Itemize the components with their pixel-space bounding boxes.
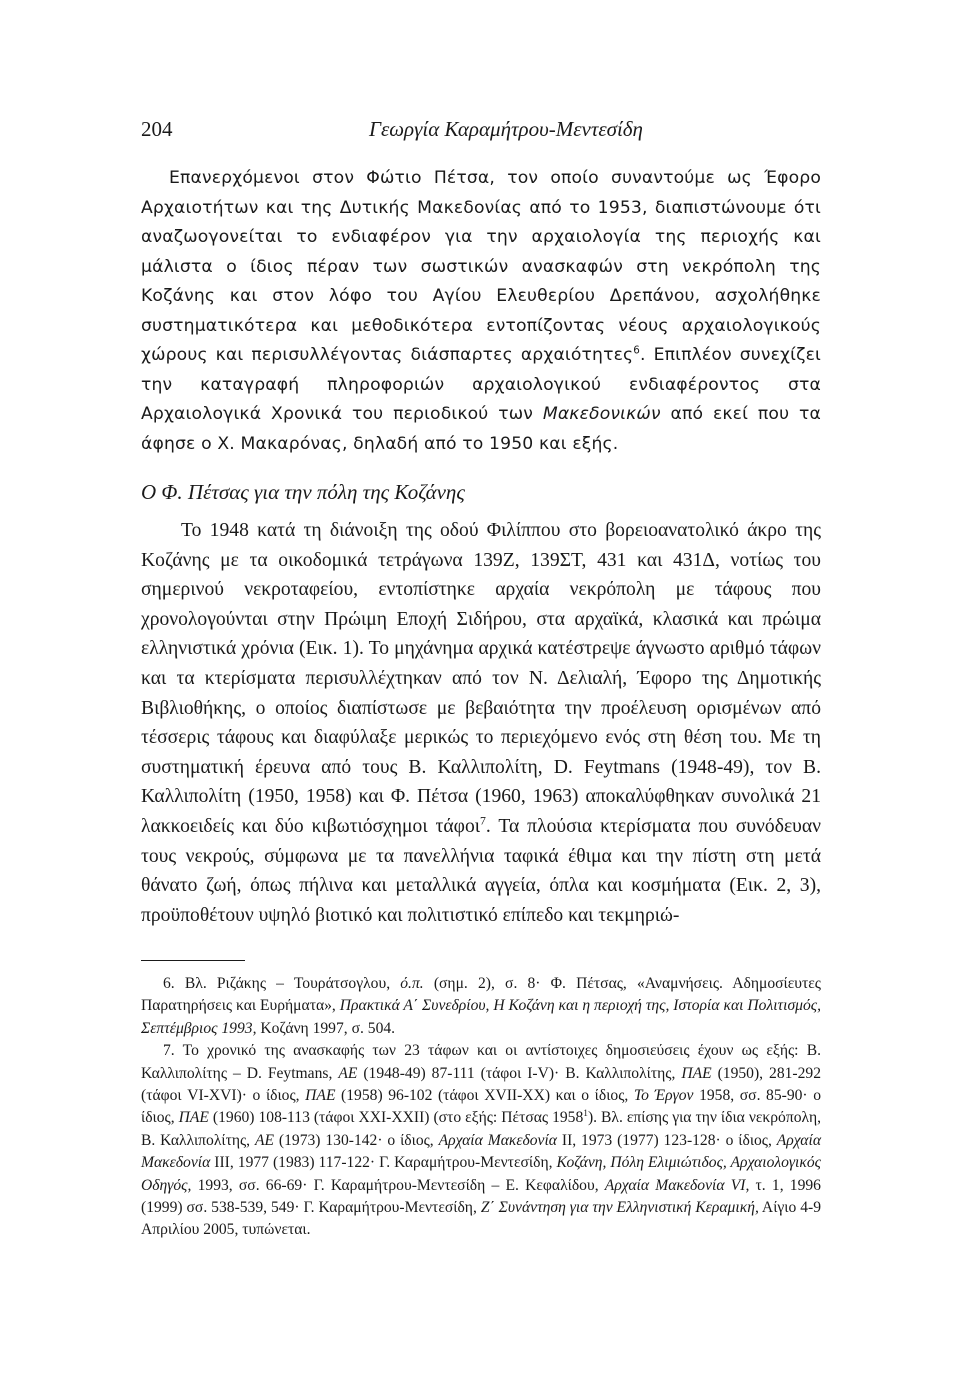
footnote-7: 7. Το χρονικό της ανασκαφής των 23 τάφων και οι αντίστοιχες δημοσιεύσεις έχουν ως εξής: Β. Καλλιπολίτης – D. Feytmans, ΑΕ (1948-49) 87-111 (τάφοι I-V)· Β. Καλλιπολίτης, ΠΑΕ (1950), 281-292 (τάφοι VI-XVI)· ο ίδιος, ΠΑΕ (1958) 96-102 (τάφοι XVII-XX) και ο ίδιος, Το Έργον 1958, σσ. 85-90· ο ίδιος, ΠΑΕ (1960) 108-113 (τάφοι XXI-XXII) (στο εξής: Πέτσας 1958$^1$). Βλ. επίσης για την ίδια νεκρόπολη, Β. Καλλιπολίτης, ΑΕ (1973) 130-142· ο ίδιος, Αρχαία Μακεδονία II, 1973 (1977) 123-128· ο ίδιος, Αρχαία Μακεδονία III, 1977 (1983) 117-122· Γ. Καραμήτρου-Μεντεσίδη, Κοζάνη, Πόλη Ελιμιώτιδος, Αρχαιολογικός Οδηγός, 1993, σσ. 66-69· Γ. Καραμήτρου-Μεντεσίδη – Ε. Κεφαλίδου, Αρχαία Μακεδονία VI, τ. 1, 1996 (1999) σσ. 538-539, 549· Γ. Καραμήτρου-Μεντεσίδη, Ζ΄ Συνάντηση για την Ελληνιστική Κεραμική, Αίγιο 4-9 Απριλίου 2005, τυπώνεται. [141, 1042, 822, 1239]
footnote-divider [141, 960, 245, 961]
footnote-ref-6[interactable]: 6 [633, 344, 640, 357]
section-heading: Ο Φ. Πέτσας για την πόλη της Κοζάνης [141, 480, 465, 504]
footnotes [141, 973, 821, 1242]
page-header [141, 117, 821, 145]
paragraph-1-text: Επανερχόμενοι στον Φώτιο Πέτσα, τον οποίο συναντούμε ως Έφορο Αρχαιοτήτων και της Δυτικής Μακεδονίας από το 1953, διαπιστώνουμε ότι αναζωογονείται το ενδιαφέρον για την αρχαιολογία της περιοχής και μάλιστα ο ίδιος πέραν των σωστικών ανασκαφών στη νεκρόπολη της Κοζάνης και στον λόφο του Αγίου Ελευθερίου Δρεπάνου, ασχολήθηκε συστηματικότερα και μεθοδικότερα εντοπίζοντας νέους αρχαιολογικούς χώρους και περισυλλέγοντας διάσπαρτες αρχαιότητες$^6$. Επιπλέον συνεχίζει την καταγραφή πληροφοριών αρχαιολογικού ενδιαφέροντος στα Αρχαιολογικά Χρονικά του περιοδικού των Μακεδονικών από εκεί που τα άφησε ο Χ. Μακαρόνας, δηλαδή από το 1950 και εξής. [141, 168, 821, 454]
paragraph-2 [141, 516, 821, 930]
running-head-author: Γεωργία Καραμήτρου-Μεντεσίδη [369, 117, 643, 141]
footnote-ref-7[interactable]: 7 [480, 814, 486, 828]
paragraph-2-text: Το 1948 κατά τη διάνοιξη της οδού Φιλίππου στο βορειοανατολικό άκρο της Κοζάνης με τα οικοδομικά τετράγωνα 139Ζ, 139ΣΤ, 431 και 431Δ, νοτίως του σημερινού νεκροταφείου, εντοπίστηκε αρχαία νεκρόπολη με τάφους που χρονολογούνται στην Πρώιμη Εποχή Σιδήρου, στα αρχαϊκά, κλασικά και πρώιμα ελληνιστικά χρόνια (Εικ. 1). Το μηχάνημα αρχικά κατέστρεψε άγνωστο αριθμό τάφων και τα κτερίσματα περισυλλέχτηκαν από τον Ν. Δελιαλή, Έφορο της Δημοτικής Βιβλιοθήκης, ο οποίος διαπίστωσε με βεβαιότητα την προέλευση ορισμένων από τέσσερις τάφους και διαφύλαξε μερικώς το περιεχόμενο ενός στη θέση του. Με τη συστηματική έρευνα από τους Β. Καλλιπολίτη, D. Feytmans (1948-49), τον Β. Καλλιπολίτη (1950, 1958) και Φ. Πέτσα (1960, 1963) αποκαλύφθηκαν συνολικά 21 λακκοειδείς και δύο κιβωτιόσχημοι τάφοι$^7$. Τα πλούσια κτερίσματα που συνόδευαν τους νεκρούς, σύμφωνα με τα πανελλήνια ταφικά έθιμα και την πίστη στη μετά θάνατο ζωή, όπως πήλινα και μεταλλικά αγγεία, όπλα και κοσμήματα (Εικ. 2, 3), προϋποθέτουν υψηλό βιοτικό και πολιτιστικό επίπεδο και τεκμηριώ- [141, 520, 821, 926]
page-number: 204 [141, 117, 173, 141]
footnote-6: 6. Βλ. Ριζάκης – Τουράτσογλου, ό.π. (σημ. 2), σ. 8· Φ. Πέτσας, «Αναμνήσεις. Αδημοσίευτες Παρατηρήσεις και Ευρήματα», Πρακτικά Α΄ Συνεδρίου, Η Κοζάνη και η περιοχή της, Ιστορία και Πολιτισμός, Σεπτέμβριος 1993, Κοζάνη 1997, σ. 504. [141, 975, 821, 1037]
paragraph-1 [141, 164, 821, 459]
